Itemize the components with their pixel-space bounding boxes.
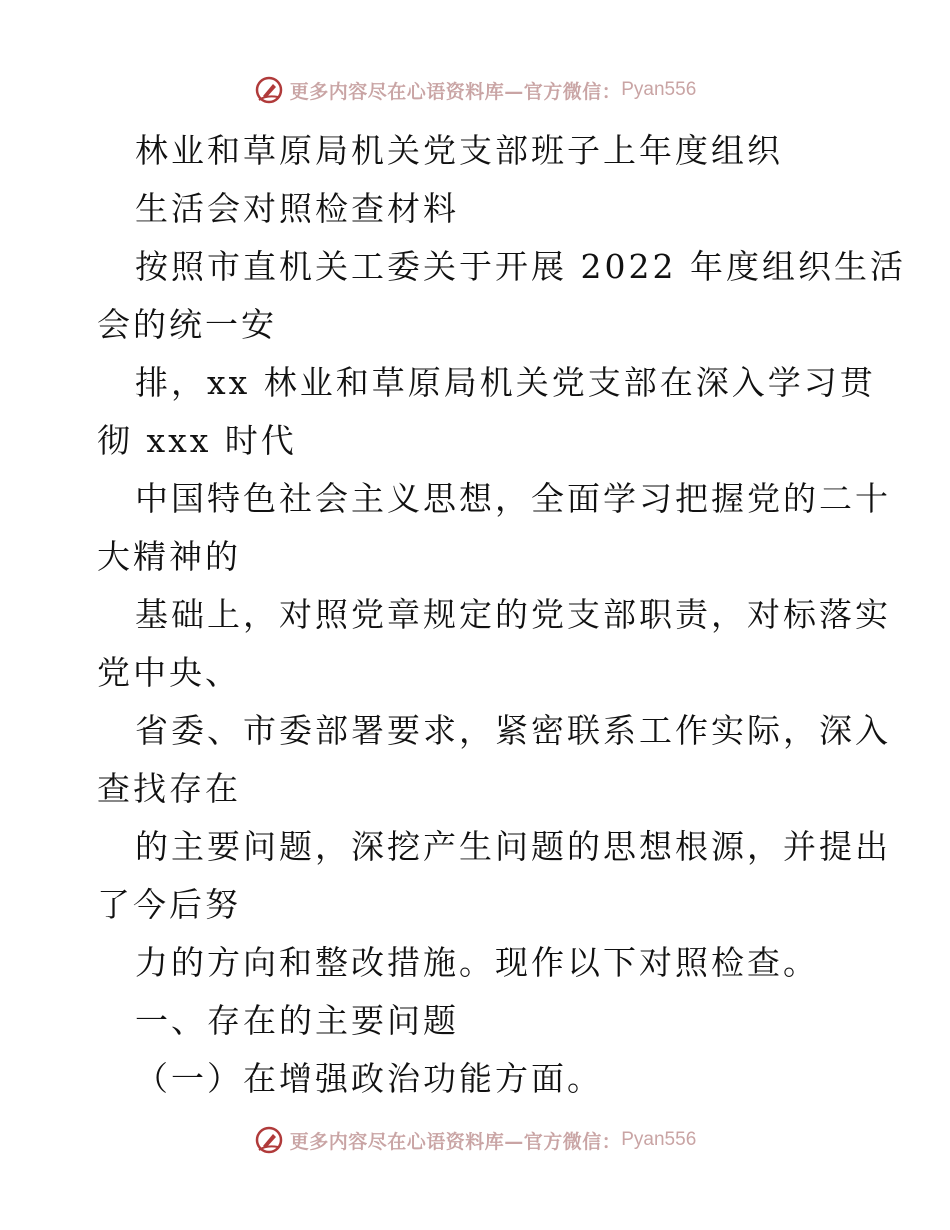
- watermark-account: Pyan556: [621, 1129, 697, 1150]
- header-watermark: [0, 70, 950, 110]
- paragraph-line: 省委、市委部署要求，紧密联系工作实际，深入: [135, 711, 891, 750]
- paragraph-line: 党中央、: [97, 653, 241, 692]
- paragraph-line: 了今后努: [97, 885, 241, 924]
- document-body: [97, 122, 906, 1108]
- document-title-line-2: 生活会对照检查材料: [135, 189, 459, 228]
- paragraph-line: 会的统一安: [97, 305, 277, 344]
- paragraph-line: 排，xx 林业和草原局机关党支部在深入学习贯: [135, 363, 876, 402]
- footer-watermark: [0, 1120, 950, 1160]
- document-title-line-1: 林业和草原局机关党支部班子上年度组织: [135, 131, 783, 170]
- subsection-heading: （一）在增强政治功能方面。: [135, 1059, 603, 1098]
- paragraph-line: 大精神的: [97, 537, 241, 576]
- paragraph-line: 力的方向和整改措施。现作以下对照检查。: [135, 943, 819, 982]
- paragraph-line: 查找存在: [97, 769, 241, 808]
- watermark-account: Pyan556: [621, 79, 697, 100]
- paragraph-line: 按照市直机关工委关于开展 2022 年度组织生活: [135, 247, 906, 286]
- watermark-text: 更多内容尽在心语资料库—官方微信：: [289, 1130, 622, 1153]
- pen-circle-logo-icon: [254, 75, 284, 105]
- paragraph-line: 的主要问题，深挖产生问题的思想根源，并提出: [135, 827, 891, 866]
- watermark-text: 更多内容尽在心语资料库—官方微信：: [289, 80, 622, 103]
- paragraph-line: 中国特色社会主义思想，全面学习把握党的二十: [135, 479, 891, 518]
- paragraph-line: 基础上，对照党章规定的党支部职责，对标落实: [135, 595, 891, 634]
- paragraph-line: 彻 xxx 时代: [97, 421, 297, 460]
- pen-circle-logo-icon: [254, 1125, 284, 1155]
- section-heading: 一、存在的主要问题: [135, 1001, 459, 1040]
